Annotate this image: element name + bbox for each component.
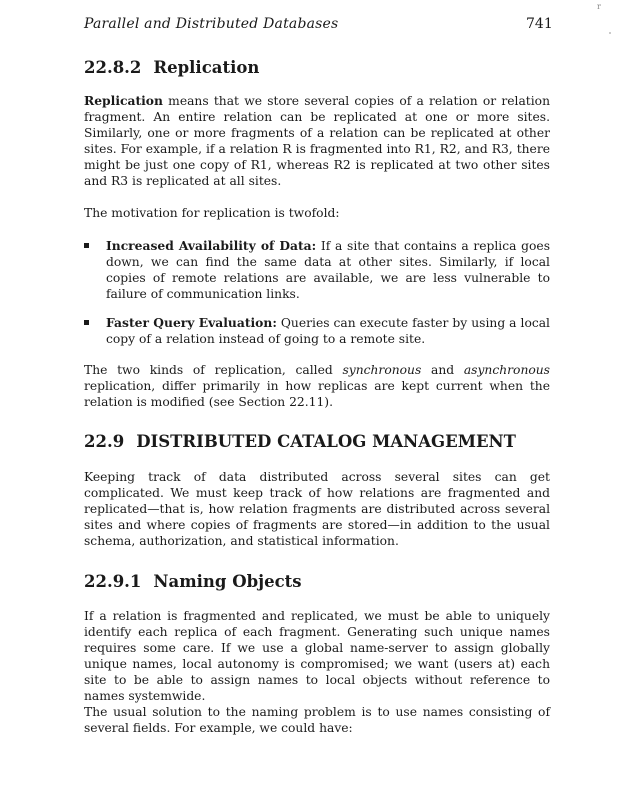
section-title: DISTRIBUTED CATALOG MANAGEMENT [136,432,516,451]
section-number: 22.8.2 [84,58,142,77]
running-header-title: Parallel and Distributed Databases [84,16,339,32]
paragraph-catalog: Keeping track of data distributed across several sites can get complicated. We must keep track of how relations are fragmented and replicated—that is, how relation fragments are distributed across several sites and where copies of fragments are stored—in addition to the usual schema, authorization, and statistical information. [84,470,550,549]
paragraph-motivation: The motivation for replication is twofold: [84,206,340,220]
section-title: Naming Objects [153,572,302,591]
paragraph-replication-kinds [84,362,550,410]
scan-speck [609,32,611,34]
corner-mark: r [597,2,601,11]
paragraph-text: and [421,363,464,377]
section-heading-naming [84,572,302,591]
page-number: 741 [526,16,553,32]
bullet-term: Faster Query Evaluation: [106,315,277,330]
bullet-text [106,238,550,302]
term-synchronous: synchronous [342,363,422,377]
section-number: 22.9 [84,432,125,451]
bullet-square-icon [84,320,89,325]
term-asynchronous: asynchronous [463,363,550,377]
paragraph-text: The two kinds of replication, called [84,363,343,377]
paragraph-naming-problem: If a relation is fragmented and replicated, we must be able to uniquely identify each replica of each fragment. Generating such unique names requires some care. If we use a global name-server to assign globally unique names, local autonomy is compromised; we want (users at) each site to be able to assign names to local objects without reference to names systemwide. [84,609,550,704]
section-number: 22.9.1 [84,572,142,591]
paragraph-text: means that we store several copies of a relation or relation fragment. An entire relation can be replicated at one or more sites. Similarly, one or more fragments of a relation can be replicated at other sites. For example, if a relation R is fragmented into R1, R2, and R3, there might be just one copy of R1, whereas R2 is replicated at two other sites and R3 is replicated at all sites. [84,94,550,189]
bullet-item [84,315,550,347]
bullet-text [106,315,550,347]
section-title: Replication [153,58,260,77]
bullet-square-icon [84,243,89,248]
section-heading-catalog [84,432,516,451]
defined-term: Replication [84,93,163,108]
section-heading-replication [84,58,259,77]
bullet-body: Queries can execute faster by using a local copy of a relation instead of going to a remote site. [106,316,550,347]
paragraph-naming-solution: The usual solution to the naming problem is to use names consisting of several fields. For example, we could have: [84,705,550,736]
bullet-item [84,238,550,302]
bullet-term: Increased Availability of Data: [106,238,317,253]
bullet-body: If a site that contains a replica goes down, we can find the same data at other sites. Similarly, if local copies of remote relations are available, we are less vulnerable to failure of communication links. [106,239,551,302]
paragraph-text: replication, differ primarily in how replicas are kept current when the relation is modified (see Section 22.11). [84,379,550,410]
paragraph-replication-definition [84,93,550,190]
